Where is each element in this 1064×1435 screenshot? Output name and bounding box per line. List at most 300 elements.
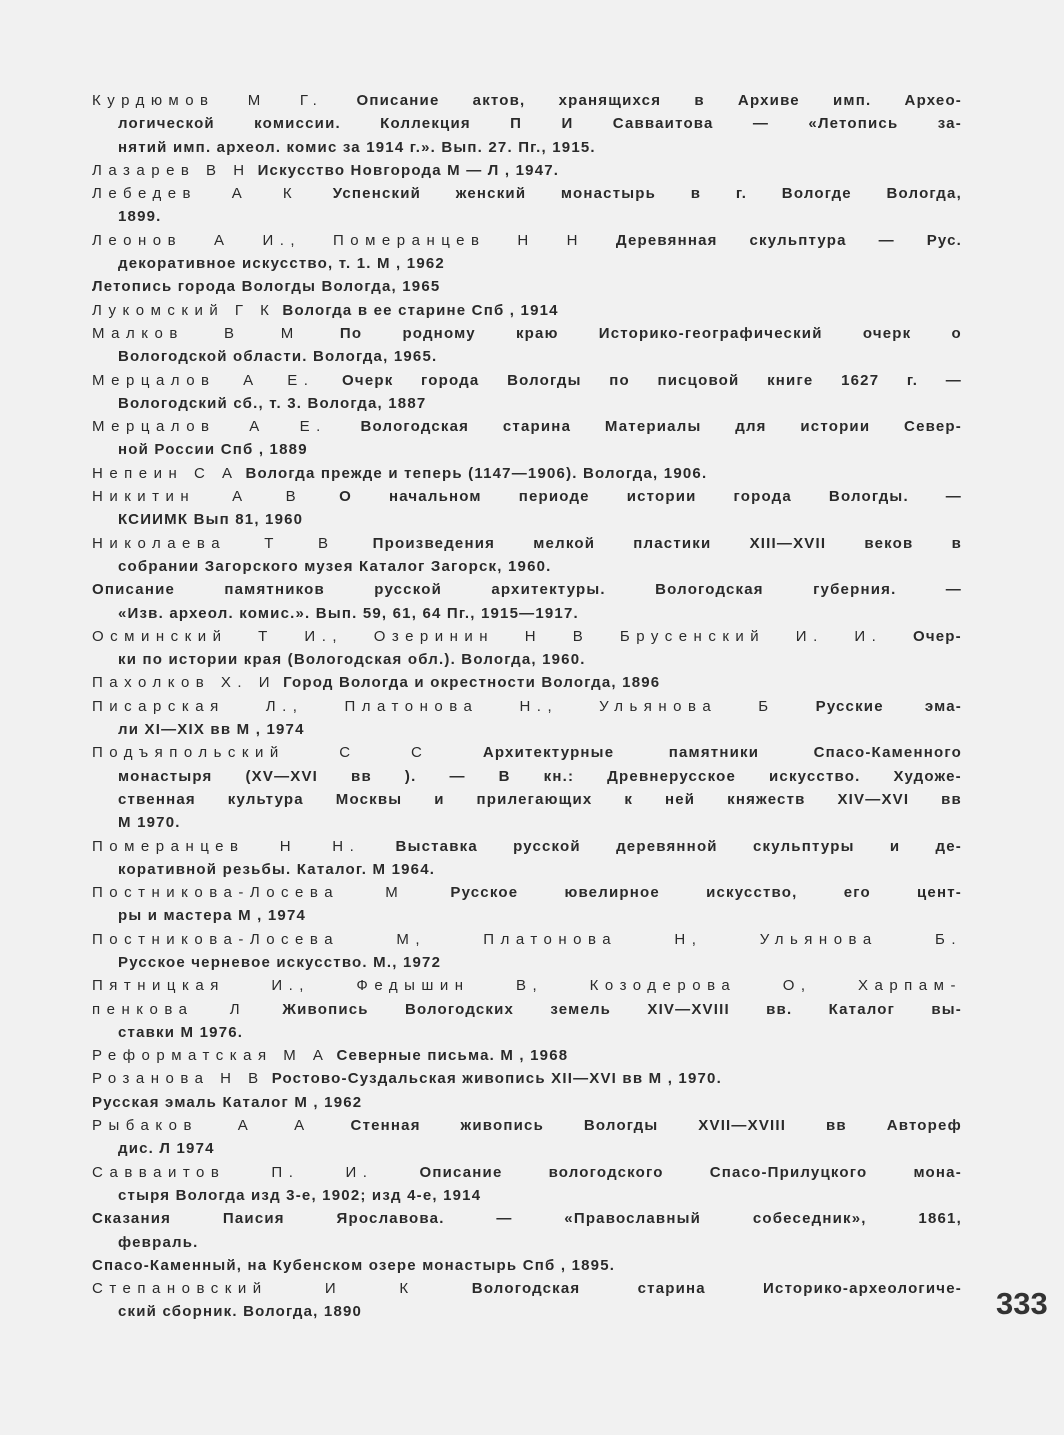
entry-line (92, 671, 962, 694)
author-name: А (237, 1117, 255, 1135)
entry-text: скульптуры (752, 837, 855, 855)
entry-text: Спасо-Прилуцкого (709, 1163, 868, 1181)
entry-text: живопись (460, 1117, 545, 1135)
entry-line (92, 998, 962, 1021)
bibliography-entry (92, 322, 962, 369)
entry-text: имп. (833, 92, 872, 109)
entry-text: П (510, 115, 523, 133)
author-name: Рыбаков (92, 1117, 198, 1135)
entry-line (92, 532, 962, 555)
author-name: Т (264, 534, 280, 552)
entry-text: Сказания (92, 1210, 172, 1228)
entry-text: Описание (356, 92, 440, 109)
bibliography-list (92, 89, 962, 1324)
author-name: пенкова (92, 1000, 194, 1018)
entry-text: Вологодских (404, 1000, 515, 1018)
author-name: Мерцалов (92, 418, 216, 436)
entry-line (92, 1044, 962, 1067)
entry-text: Город Вологда и окрестности Вологда, 1896 (283, 674, 661, 692)
author-name: Озеринин (373, 627, 495, 645)
entry-text: ней (665, 790, 696, 808)
entry-text: Живопись (282, 1000, 369, 1018)
entry-text: книге (767, 371, 814, 389)
entry-text: старина (502, 418, 572, 436)
author-name: И., (271, 977, 310, 995)
entry-text: М 1970. (118, 814, 181, 832)
entry-text: Художе- (893, 767, 962, 785)
entry-text: Древнерусское (607, 767, 737, 785)
entry-text: Москвы (335, 790, 403, 808)
entry-text: «Православный (564, 1210, 702, 1228)
author-name: Курдюмов (92, 92, 215, 109)
entry-text: Вологде (781, 185, 852, 203)
entry-text: И (561, 115, 574, 133)
entry-line (92, 881, 962, 904)
entry-text: XIV—XVI (837, 790, 910, 808)
entry-text: Ростово-Суздальская живопись XII—XVI вв М , 1970. (271, 1070, 722, 1088)
author-name: К (399, 1280, 415, 1298)
entry-text: Историко-археологиче- (763, 1280, 962, 1298)
entry-text: декоративное искусство, т. 1. М , 1962 (118, 255, 445, 273)
entry-text: русской (374, 581, 442, 599)
entry-text: стыря Вологда изд 3-е, 1902; изд 4-е, 1914 (118, 1186, 482, 1204)
author-name: Брусенский (619, 627, 766, 645)
entry-line (92, 1091, 962, 1114)
author-name: Л (229, 1000, 247, 1018)
author-name: В (572, 627, 590, 645)
entry-text: 1861, (918, 1210, 962, 1228)
author-name: О, (782, 977, 812, 995)
entry-text: XIV—XVIII (647, 1000, 730, 1018)
author-name: Н, (674, 930, 703, 948)
entry-text: — (945, 371, 962, 389)
entry-text: прилегающих (476, 790, 593, 808)
author-name: Степановский (92, 1280, 268, 1298)
author-name: Леонов (92, 231, 183, 249)
author-name: Непеин С А (92, 464, 239, 482)
entry-text: Вологодская (471, 1280, 581, 1298)
bibliography-entry (92, 1277, 962, 1324)
author-name: А (231, 185, 249, 203)
entry-line (92, 741, 962, 764)
entry-text: мона- (913, 1163, 962, 1181)
entry-text: 1899. (118, 208, 162, 226)
author-name: В (224, 324, 241, 342)
entry-line (92, 858, 962, 881)
entry-text: Выставка (395, 837, 478, 855)
author-name: А (214, 231, 231, 249)
entry-text: Паисия (222, 1210, 285, 1228)
entry-text: монастыря (118, 767, 213, 785)
entry-text: «Летопись (808, 115, 899, 133)
entry-line (92, 229, 962, 252)
entry-text: Вологды (507, 371, 582, 389)
entry-line (92, 1137, 962, 1160)
entry-text: Русское черневое искусство. М., 1972 (118, 953, 442, 971)
bibliography-entry (92, 532, 962, 579)
bibliography-entry (92, 159, 962, 182)
entry-line (92, 835, 962, 858)
entry-line (92, 508, 962, 531)
bibliography-entry (92, 1114, 962, 1161)
entry-text: актов, (472, 92, 526, 109)
author-name: Н. (332, 837, 361, 855)
entry-text: Материалы (604, 418, 702, 436)
author-name: И., (262, 231, 302, 249)
entry-text: кн.: (543, 767, 575, 785)
entry-line (92, 392, 962, 415)
entry-text: — (878, 231, 895, 249)
entry-text: Каталог (828, 1000, 896, 1018)
bibliography-entry (92, 485, 962, 532)
author-name: М, (396, 930, 426, 948)
entry-text: ставки М 1976. (118, 1023, 244, 1041)
author-name: А (294, 1117, 311, 1135)
entry-text: Архиве (737, 92, 800, 109)
author-name: Савваитов (92, 1163, 226, 1181)
entry-line (92, 904, 962, 927)
entry-line (92, 1021, 962, 1044)
author-name: Лазарев В Н (92, 161, 251, 179)
author-name: Писарская (92, 697, 225, 715)
entry-text: ). (404, 767, 417, 785)
entry-line (92, 205, 962, 228)
author-name: Постникова-Лосева (92, 884, 340, 902)
author-name: Мерцалов (92, 371, 216, 389)
entry-text: для (735, 418, 767, 436)
author-name: И (324, 1280, 343, 1298)
entry-text: за- (937, 115, 962, 133)
entry-text: собеседник», (752, 1210, 867, 1228)
author-name: А (249, 418, 266, 436)
entry-text: пластики (633, 534, 712, 552)
entry-text: веков (864, 534, 914, 552)
entry-text: г. (735, 185, 748, 203)
author-name: Г. (299, 92, 324, 109)
entry-text: монастырь (560, 185, 657, 203)
entry-text: Русские (815, 697, 884, 715)
entry-line (92, 369, 962, 392)
entry-text: нятий имп. археол. комис за 1914 г.». Вып. 27. Пг., 1915. (118, 138, 596, 156)
author-name: Е. (287, 371, 315, 389)
bibliography-entry (92, 1161, 962, 1208)
entry-text: к (624, 790, 634, 808)
author-name: Ульянова (599, 697, 718, 715)
entry-text: вв (351, 767, 372, 785)
author-name: Т (258, 627, 274, 645)
entry-text: ры и мастера М , 1974 (118, 907, 307, 925)
entry-line (92, 345, 962, 368)
author-name: Н (517, 231, 535, 249)
entry-text: — (449, 767, 466, 785)
entry-text: Произведения (372, 534, 496, 552)
author-name: К (282, 185, 299, 203)
entry-line (92, 462, 962, 485)
entry-line (92, 811, 962, 834)
entry-text: (XV—XVI (245, 767, 319, 785)
entry-text: Успенский (332, 185, 422, 203)
entry-text: родному (402, 324, 476, 342)
author-name: А (232, 488, 249, 506)
entry-line (92, 159, 962, 182)
bibliography-entry (92, 182, 962, 229)
bibliography-entry (92, 1254, 962, 1277)
entry-text: XVII—XVIII (698, 1117, 787, 1135)
entry-text: — (945, 581, 962, 599)
entry-text: О (339, 488, 352, 506)
entry-text: — (945, 488, 962, 506)
entry-line (92, 788, 962, 811)
entry-text: Вологда прежде и теперь (1147—1906). Вологда, 1906. (245, 464, 708, 482)
entry-line (92, 648, 962, 671)
author-name: И. (854, 627, 883, 645)
entry-text: 1627 (841, 371, 880, 389)
author-name: Постникова-Лосева (92, 930, 340, 948)
entry-text: по (609, 371, 630, 389)
entry-line (92, 1067, 962, 1090)
entry-line (92, 1114, 962, 1137)
entry-text: деревянной (616, 837, 718, 855)
entry-text: вы- (931, 1000, 962, 1018)
entry-text: русской (513, 837, 581, 855)
entry-text: Вологодская (655, 581, 764, 599)
author-name: В (318, 534, 335, 552)
entry-text: цент- (917, 884, 962, 902)
bibliography-entry (92, 229, 962, 276)
bibliography-entry (92, 835, 962, 882)
entry-text: вв (941, 790, 962, 808)
author-name: В (285, 488, 303, 506)
entry-text: губерния. (813, 581, 897, 599)
bibliography-entry (92, 578, 962, 625)
bibliography-entry (92, 625, 962, 672)
entry-text: В (498, 767, 511, 785)
entry-text: Вологды (583, 1117, 659, 1135)
author-name: Харпам- (857, 977, 962, 995)
entry-text: Северные письма. М , 1968 (336, 1047, 569, 1065)
entry-line (92, 625, 962, 648)
author-name: Н., (519, 697, 559, 715)
bibliography-entry (92, 89, 962, 159)
author-name: Н (524, 627, 543, 645)
entry-text: вв. (766, 1000, 793, 1018)
entry-text: Искусство Новгорода М — Л , 1947. (257, 161, 560, 179)
entry-line (92, 718, 962, 741)
entry-text: г. (906, 371, 919, 389)
entry-line (92, 555, 962, 578)
entry-text: По (339, 324, 363, 342)
entry-text: ной России Спб , 1889 (118, 441, 308, 459)
entry-text: земель (550, 1000, 612, 1018)
entry-text: Летопись города Вологды Вологда, 1965 (92, 278, 441, 296)
entry-text: памятников (224, 581, 325, 599)
entry-line (92, 1254, 962, 1277)
entry-line (92, 1231, 962, 1254)
author-name: В, (516, 977, 544, 995)
entry-line (92, 136, 962, 159)
entry-text: ли XI—XIX вв М , 1974 (118, 721, 305, 739)
entry-text: вологодского (548, 1163, 664, 1181)
entry-text: истории (626, 488, 697, 506)
author-name: Пятницкая (92, 977, 225, 995)
entry-line (92, 951, 962, 974)
entry-text: Вологодский сб., т. 3. Вологда, 1887 (118, 394, 427, 412)
entry-text: Описание (92, 581, 176, 599)
entry-text: архитектуры. (491, 581, 606, 599)
author-name: Николаева (92, 534, 227, 552)
author-name: М (247, 92, 267, 109)
entry-line (92, 182, 962, 205)
author-name: Розанова Н В (92, 1070, 265, 1088)
bibliography-entry (92, 462, 962, 485)
entry-text: Коллекция (380, 115, 471, 133)
entry-text: женский (455, 185, 527, 203)
author-name: С (339, 744, 357, 762)
author-name: Н (279, 837, 298, 855)
entry-text: искусство, (706, 884, 798, 902)
author-name: Пахолков Х. И (92, 674, 277, 692)
author-name: Померанцев (332, 231, 486, 249)
entry-line (92, 578, 962, 601)
author-name: Е. (299, 418, 327, 436)
entry-text: собрании Загорского музея Каталог Загорск, 1960. (118, 557, 552, 575)
author-name: И., (304, 627, 344, 645)
bibliography-entry (92, 415, 962, 462)
entry-text: в (690, 185, 702, 203)
entry-line (92, 928, 962, 951)
entry-text: Север- (904, 418, 962, 436)
entry-text: Спасо-Каменного (813, 744, 962, 762)
bibliography-entry (92, 1044, 962, 1067)
entry-text: Русское (450, 884, 519, 902)
author-name: Платонова (483, 930, 618, 948)
entry-line (92, 1277, 962, 1300)
bibliography-entry (92, 1091, 962, 1114)
entry-text: Историко-географический (598, 324, 823, 342)
author-name: Никитин (92, 488, 196, 506)
entry-text: Ярославова. (336, 1210, 445, 1228)
author-name: Лебедев (92, 185, 198, 203)
entry-text: о (951, 324, 962, 342)
entry-text: комиссии. (254, 115, 341, 133)
author-name: Подъяпольский (92, 744, 285, 762)
entry-text: краю (515, 324, 559, 342)
entry-line (92, 695, 962, 718)
entry-text: ки по истории края (Вологодская обл.). Вологда, 1960. (118, 651, 586, 669)
author-name: Ульянова (759, 930, 878, 948)
entry-text: Стенная (350, 1117, 421, 1135)
entry-line (92, 438, 962, 461)
entry-text: «Изв. археол. комис.». Вып. 59, 61, 64 Пг., 1915—1917. (118, 604, 579, 622)
entry-text: начальном (388, 488, 482, 506)
entry-text: памятники (668, 744, 760, 762)
bibliography-entry (92, 369, 962, 416)
entry-text: Спасо-Каменный, на Кубенском озере монастырь Спб , 1895. (92, 1256, 616, 1274)
bibliography-entry (92, 1207, 962, 1254)
entry-line (92, 275, 962, 298)
entry-line (92, 299, 962, 322)
entry-line (92, 252, 962, 275)
entry-text: писцовой (657, 371, 740, 389)
entry-text: ский сборник. Вологда, 1890 (118, 1303, 363, 1321)
author-name: Федышин (356, 977, 470, 995)
author-name: Н (566, 231, 584, 249)
entry-text: дис. Л 1974 (118, 1140, 215, 1158)
entry-text: истории (800, 418, 871, 436)
entry-line (92, 322, 962, 345)
entry-text: Рус. (926, 231, 962, 249)
entry-line (92, 415, 962, 438)
entry-text: Очерк (342, 371, 394, 389)
entry-text: КСИИМК Вып 81, 1960 (118, 511, 304, 529)
entry-text: скульптура (749, 231, 847, 249)
author-name: Козодерова (589, 977, 737, 995)
entry-text: вв (826, 1117, 847, 1135)
author-name: Осминский (92, 627, 228, 645)
entry-text: Вологды. (828, 488, 909, 506)
entry-text: — (496, 1210, 513, 1228)
entry-text: хранящихся (558, 92, 662, 109)
entry-text: и (889, 837, 901, 855)
bibliography-entry (92, 275, 962, 298)
bibliography-entry (92, 881, 962, 928)
entry-text: Вологда в ее старине Спб , 1914 (282, 301, 559, 319)
entry-line (92, 602, 962, 625)
entry-text: искусство. (769, 767, 861, 785)
page-number: 333 (996, 1286, 1048, 1321)
author-name: М (280, 324, 300, 342)
author-name: И. (345, 1163, 374, 1181)
entry-text: и (434, 790, 445, 808)
bibliography-entry (92, 928, 962, 975)
author-name: Померанцев (92, 837, 245, 855)
entry-line (92, 765, 962, 788)
entry-text: Деревянная (615, 231, 718, 249)
entry-text: — (752, 115, 770, 133)
bibliography-entry (92, 1067, 962, 1090)
entry-text: логической (118, 115, 215, 133)
entry-text: старина (637, 1280, 706, 1298)
entry-text: коративной резьбы. Каталог. М 1964. (118, 860, 436, 878)
bibliography-entry (92, 299, 962, 322)
entry-text: культура (227, 790, 304, 808)
author-name: П. (271, 1163, 300, 1181)
bibliography-entry (92, 741, 962, 834)
author-name: Реформатская М А (92, 1047, 330, 1065)
entry-text: XIII—XVII (749, 534, 827, 552)
entry-text: де- (935, 837, 962, 855)
author-name: А (243, 371, 260, 389)
entry-text: Савваитова (612, 115, 714, 133)
bibliography-entry (92, 974, 962, 1044)
entry-text: в (951, 534, 962, 552)
entry-text: Очер- (912, 627, 962, 645)
author-name: И. (795, 627, 824, 645)
entry-line (92, 1207, 962, 1230)
entry-text: очерк (862, 324, 912, 342)
entry-line (92, 974, 962, 997)
author-name: С (411, 744, 429, 762)
entry-text: Русская эмаль Каталог М , 1962 (92, 1093, 363, 1111)
entry-text: княжеств (727, 790, 806, 808)
author-name: Платонова (344, 697, 479, 715)
entry-text: города (421, 371, 480, 389)
entry-line (92, 89, 962, 112)
entry-line (92, 1161, 962, 1184)
entry-text: Описание (419, 1163, 503, 1181)
author-name: Б (758, 697, 775, 715)
bibliography-entry (92, 695, 962, 742)
